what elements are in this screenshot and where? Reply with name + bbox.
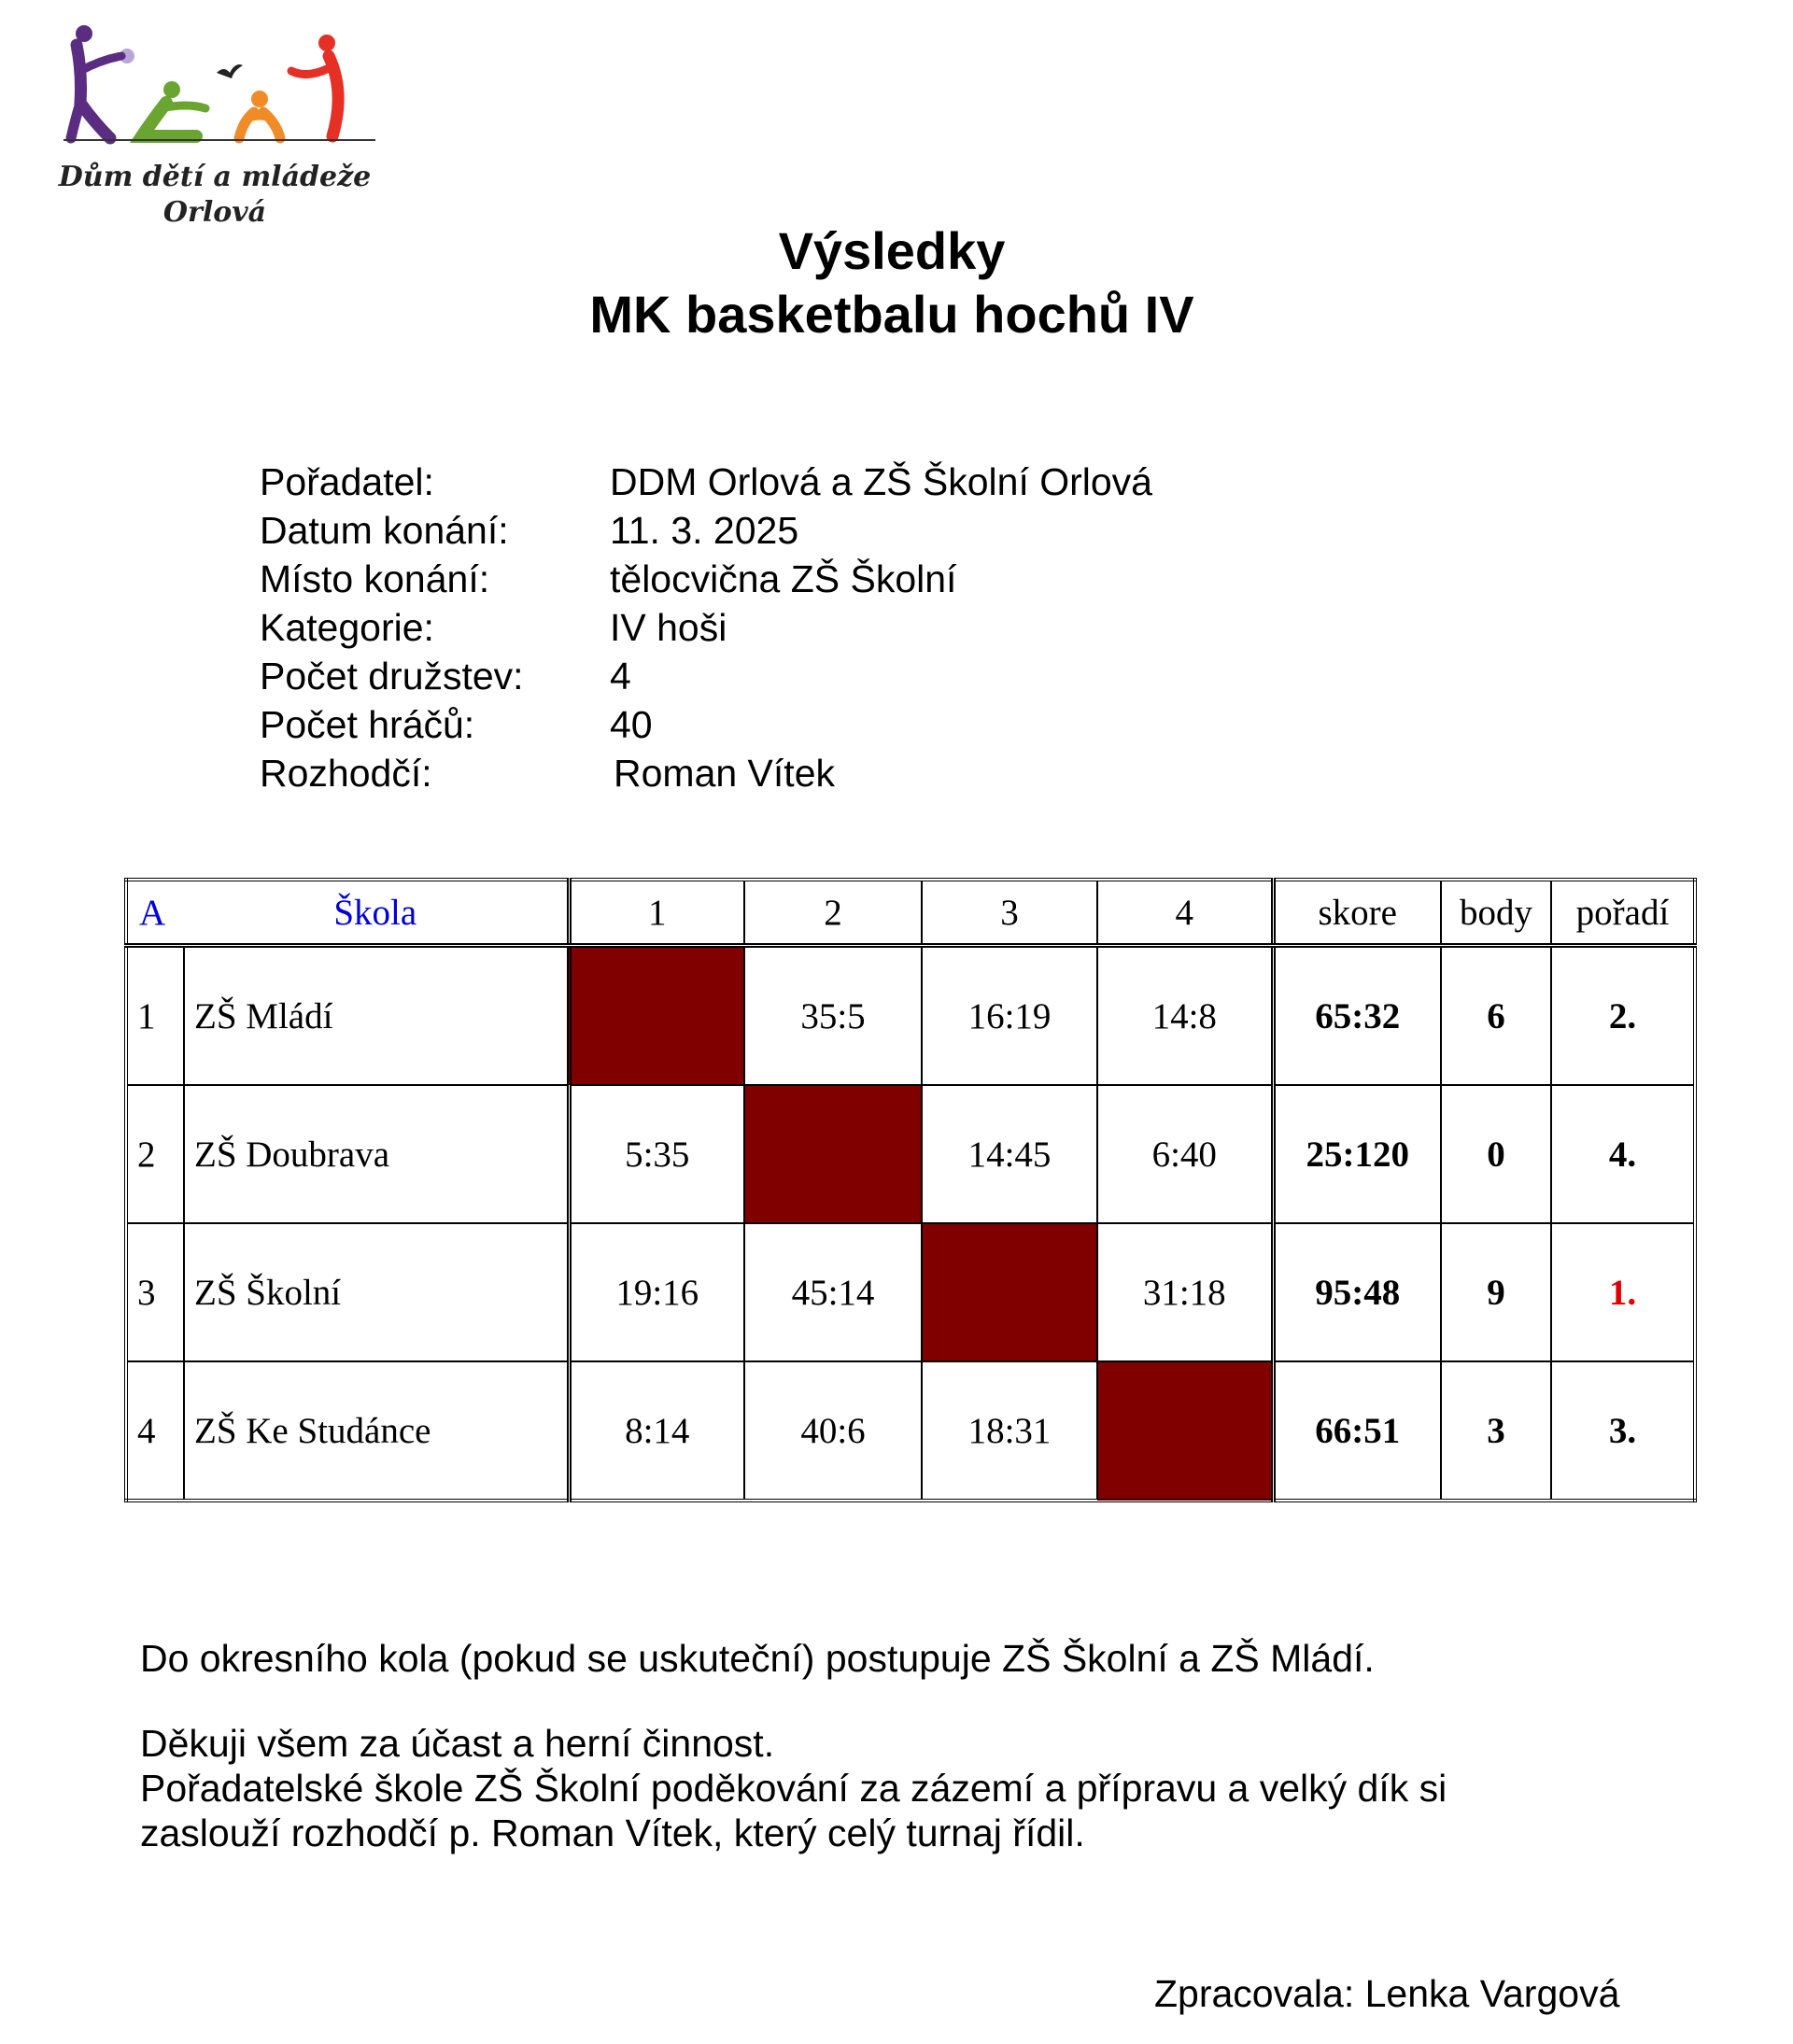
info-label: Kategorie:: [260, 606, 434, 649]
table-row: [126, 1223, 1695, 1361]
page-title: [0, 219, 1784, 346]
logo-text-line2: Orlová: [162, 196, 267, 229]
info-value: IV hoši: [610, 606, 727, 649]
logo-text-line1: Dům dětí a mládeže: [58, 161, 372, 193]
header-rank: pořadí: [1551, 880, 1695, 946]
info-row-referee: [260, 749, 1152, 797]
results-table: [124, 878, 1697, 1502]
thanks-line3: zaslouží rozhodčí p. Roman Vítek, který celý turnaj řídil.: [140, 1811, 1085, 1854]
info-value: 11. 3. 2025: [610, 509, 799, 552]
match-result: 18:31: [922, 1361, 1097, 1501]
match-result: 40:6: [744, 1361, 922, 1501]
info-row-category: [260, 603, 1152, 652]
logo-figures-icon: [56, 17, 392, 166]
table-row: [126, 946, 1695, 1086]
diagonal-cell: [569, 946, 744, 1086]
header-col-1: 1: [569, 880, 744, 946]
points: 3: [1441, 1361, 1551, 1501]
match-result: 5:35: [569, 1085, 744, 1223]
match-result: 31:18: [1097, 1223, 1273, 1361]
header-school: Škola: [184, 880, 569, 946]
school-name: ZŠ Ke Studánce: [184, 1361, 569, 1501]
prepared-by: Zpracovala: Lenka Vargová: [1154, 1972, 1620, 2015]
row-number: 2: [126, 1085, 184, 1223]
info-label: Počet družstev:: [260, 655, 524, 698]
info-row-venue: [260, 555, 1152, 603]
row-number: 4: [126, 1361, 184, 1501]
match-result: 8:14: [569, 1361, 744, 1501]
diagonal-cell: [1097, 1361, 1273, 1501]
diagonal-cell: [744, 1085, 922, 1223]
match-result: 35:5: [744, 946, 922, 1086]
rank: 4.: [1551, 1085, 1695, 1223]
header-col-3: 3: [922, 880, 1097, 946]
points: 9: [1441, 1223, 1551, 1361]
thanks-paragraph: [140, 1721, 1447, 1855]
thanks-line1: Děkuji všem za účast a herní činnost.: [140, 1722, 775, 1765]
info-row-teams: [260, 652, 1152, 700]
rank-winner: 1.: [1551, 1223, 1695, 1361]
school-name: ZŠ Doubrava: [184, 1085, 569, 1223]
header-points: body: [1441, 880, 1551, 946]
rank: 3.: [1551, 1361, 1695, 1501]
match-result: 19:16: [569, 1223, 744, 1361]
total-score: 65:32: [1273, 946, 1441, 1086]
header-col-2: 2: [744, 880, 922, 946]
info-value: tělocvična ZŠ Školní: [610, 557, 957, 600]
info-value: Roman Vítek: [614, 752, 835, 795]
logo: [56, 17, 392, 241]
match-result: 14:45: [922, 1085, 1097, 1223]
info-label: Místo konání:: [260, 557, 490, 600]
info-label: Počet hráčů:: [260, 703, 475, 746]
header-col-4: 4: [1097, 880, 1273, 946]
row-number: 1: [126, 946, 184, 1086]
match-result: 14:8: [1097, 946, 1273, 1086]
school-name: ZŠ Školní: [184, 1223, 569, 1361]
thanks-line2: Pořadatelské škole ZŠ Školní poděkování za zázemí a přípravu a velký dík si: [140, 1767, 1447, 1810]
points: 6: [1441, 946, 1551, 1086]
info-row-date: [260, 506, 1152, 555]
info-value: 40: [610, 703, 653, 746]
header-a: A: [126, 880, 184, 946]
info-row-players: [260, 700, 1152, 749]
info-label: Datum konání:: [260, 509, 509, 552]
table-row: [126, 1085, 1695, 1223]
total-score: 25:120: [1273, 1085, 1441, 1223]
info-value: DDM Orlová a ZŠ Školní Orlová: [610, 460, 1152, 503]
rank: 2.: [1551, 946, 1695, 1086]
header-score: skore: [1273, 880, 1441, 946]
info-block: [260, 458, 1152, 797]
diagonal-cell: [922, 1223, 1097, 1361]
points: 0: [1441, 1085, 1551, 1223]
table-header-row: [126, 880, 1695, 946]
info-label: Pořadatel:: [260, 460, 434, 503]
table-row: [126, 1361, 1695, 1501]
info-value: 4: [610, 655, 631, 698]
row-number: 3: [126, 1223, 184, 1361]
total-score: 66:51: [1273, 1361, 1441, 1501]
info-label: Rozhodčí:: [260, 752, 432, 795]
total-score: 95:48: [1273, 1223, 1441, 1361]
school-name: ZŠ Mládí: [184, 946, 569, 1086]
match-result: 45:14: [744, 1223, 922, 1361]
info-row-organizer: [260, 458, 1152, 506]
title-line2: MK basketbalu hochů IV: [589, 285, 1194, 344]
title-line1: Výsledky: [778, 221, 1006, 280]
match-result: 16:19: [922, 946, 1097, 1086]
match-result: 6:40: [1097, 1085, 1273, 1223]
advance-paragraph: Do okresního kola (pokud se uskuteční) postupuje ZŠ Školní a ZŠ Mládí.: [140, 1637, 1375, 1680]
